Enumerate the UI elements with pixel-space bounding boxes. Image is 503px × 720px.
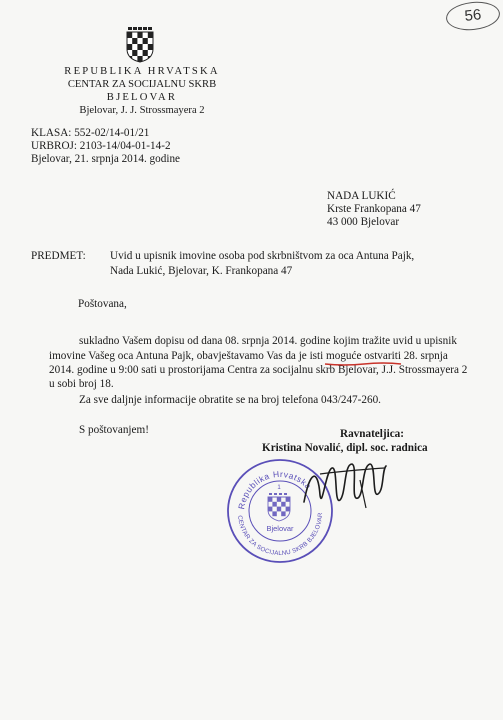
seal-bottom-text: CENTAR ZA SOCIJALNU SKRB BJELOVAR: [236, 512, 325, 558]
header-city: BJELOVAR: [106, 92, 178, 103]
paragraph-1-line-2: imovine Vašeg oca Antuna Pajk, obavještavamo Vas da je isti moguće ostvariti 28. srpnja: [49, 350, 448, 362]
ref-urbroj: URBROJ: 2103-14/04-01-14-2: [31, 140, 171, 152]
header-address: Bjelovar, J. J. Strossmayera 2: [79, 105, 205, 116]
ref-klasa: KLASA: 552-02/14-01/21: [31, 127, 150, 139]
paragraph-2: Za sve daljnje informacije obratite se na broj telefona 043/247-260.: [79, 394, 381, 406]
handwritten-signature: [300, 450, 390, 520]
coat-of-arms-icon: [125, 27, 155, 63]
paragraph-1-line-3: 2014. godine u 9:00 sati u prostorijama Centra za socijalnu skrb Bjelovar, J.J. Strossmayera 2: [49, 364, 468, 376]
signature-name: Kristina Novalić, dipl. soc. radnica: [262, 442, 428, 454]
closing: S poštovanjem!: [79, 424, 149, 436]
header-country: REPUBLIKA HRVATSKA: [64, 66, 220, 77]
salutation: Poštovana,: [78, 298, 127, 310]
subject-line-1: Uvid u upisnik imovine osoba pod skrbništvom za oca Antuna Pajk,: [110, 250, 415, 262]
ref-date: Bjelovar, 21. srpnja 2014. godine: [31, 153, 181, 165]
signature-title: Ravnateljica:: [340, 428, 405, 440]
seal-top-text: Republika Hrvatska: [236, 468, 314, 510]
subject-line-2: Nada Lukić, Bjelovar, K. Frankopana 47: [110, 265, 293, 277]
recipient-city: 43 000 Bjelovar: [327, 216, 400, 228]
subject-label: PREDMET:: [31, 250, 86, 262]
seal-center-text: Bjelovar: [266, 524, 294, 533]
page-number-stamp: 56: [445, 0, 502, 33]
recipient-street: Krste Frankopana 47: [327, 203, 421, 215]
red-underline-mark: [324, 361, 402, 367]
seal-number: 1: [277, 485, 281, 491]
paragraph-1-line-1: sukladno Vašem dopisu od dana 08. srpnja 2014. godine kojim tražite uvid u upisnik: [79, 335, 457, 347]
paragraph-1-line-4: u sobi broj 18.: [49, 378, 114, 390]
header-institution: CENTAR ZA SOCIJALNU SKRB: [67, 79, 217, 90]
recipient-name: NADA LUKIĆ: [327, 190, 396, 202]
